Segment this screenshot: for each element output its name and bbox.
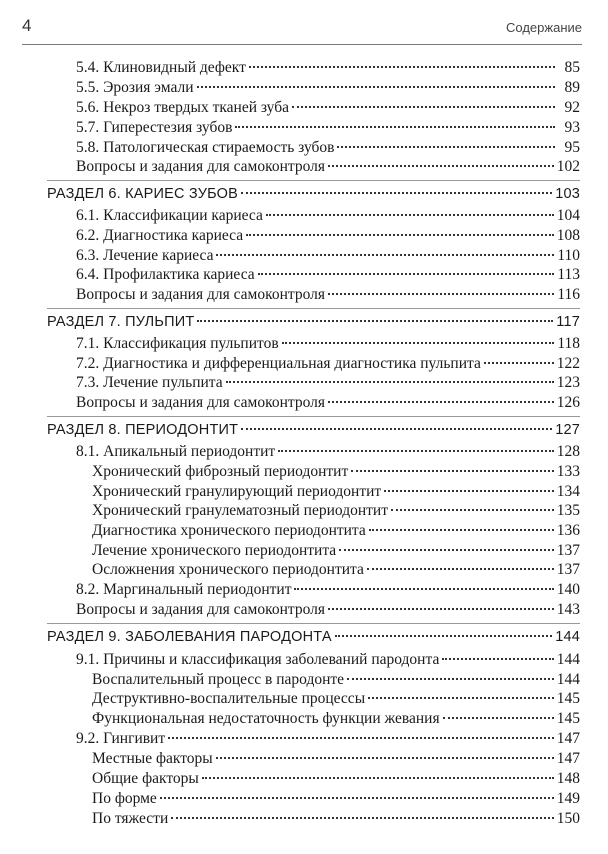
toc-entry-page: 136 — [556, 522, 580, 539]
dot-leader — [442, 658, 553, 660]
toc-entry[interactable] — [76, 600, 580, 620]
dot-leader — [292, 106, 555, 108]
toc-entry[interactable] — [76, 246, 580, 266]
toc-subentry[interactable] — [92, 521, 580, 541]
dot-leader — [369, 529, 554, 531]
toc-entry-title: 7.2. Диагностика и дифференциальная диагностика пульпита — [76, 355, 481, 372]
toc-entry[interactable] — [76, 373, 580, 393]
toc-entry-page: 150 — [556, 810, 580, 827]
toc-entry[interactable] — [76, 98, 580, 118]
toc-entry-page: 89 — [564, 79, 580, 96]
toc-chapter[interactable] — [47, 312, 580, 332]
toc-entry-title: Воспалительный процесс в пародонте — [92, 671, 345, 688]
dot-leader — [160, 797, 554, 799]
dot-leader — [328, 293, 554, 295]
toc-entry-page: 117 — [556, 314, 580, 330]
toc-entry[interactable] — [76, 157, 580, 177]
dot-leader — [278, 450, 554, 452]
toc-entry[interactable] — [76, 650, 580, 670]
dot-leader — [294, 588, 553, 590]
section-divider — [47, 623, 580, 624]
toc-subentry[interactable] — [92, 749, 580, 769]
page-number: 4 — [22, 16, 32, 35]
running-title: Содержание — [506, 20, 582, 35]
dot-leader — [384, 490, 554, 492]
dot-leader — [241, 192, 552, 194]
dot-leader — [328, 165, 554, 167]
dot-leader — [484, 362, 554, 364]
toc-entry[interactable] — [76, 580, 580, 600]
toc-subentry[interactable] — [92, 769, 580, 789]
dot-leader — [368, 697, 554, 699]
toc-subentry[interactable] — [92, 809, 580, 829]
toc-entry-title: 5.7. Гиперестезия зубов — [76, 119, 233, 136]
toc-entry-page: 85 — [564, 59, 580, 76]
toc-chapter[interactable] — [47, 627, 580, 647]
toc-entry-title: Вопросы и задания для самоконтроля — [76, 286, 326, 303]
toc-subentry[interactable] — [92, 789, 580, 809]
dot-leader — [216, 757, 554, 759]
toc-entry-page: 123 — [556, 374, 580, 391]
toc-entry-page: 92 — [564, 99, 580, 116]
toc-entry-title: 5.8. Патологическая стираемость зубов — [76, 139, 335, 156]
toc-entry-title: Местные факторы — [92, 750, 213, 767]
toc-entry-title: Хронический гранулирующий периодонтит — [92, 483, 382, 500]
toc-entry-title: 5.4. Клиновидный дефект — [76, 59, 246, 76]
toc-entry-page: 95 — [564, 139, 580, 156]
toc-subentry[interactable] — [92, 560, 580, 580]
toc-entry-page: 118 — [557, 335, 580, 352]
toc-entry-page: 144 — [555, 629, 580, 645]
toc-entry-title: Общие факторы — [92, 770, 199, 787]
toc-entry-title: 6.3. Лечение кариеса — [76, 247, 214, 264]
toc-entry-page: 104 — [556, 207, 580, 224]
toc-entry-title: 7.3. Лечение пульпита — [76, 374, 223, 391]
dot-leader — [282, 342, 555, 344]
toc-entry-page: 137 — [556, 542, 580, 559]
toc-entry-title: Деструктивно-воспалительные процессы — [92, 690, 366, 707]
toc-subentry[interactable] — [92, 541, 580, 561]
toc-entry[interactable] — [76, 138, 580, 158]
toc-entry-title: 6.1. Классификации кариеса — [76, 207, 263, 224]
toc-entry-page: 126 — [556, 394, 580, 411]
toc-entry-page: 122 — [556, 355, 580, 372]
toc-entry-page: 144 — [556, 671, 580, 688]
toc-entry-page: 108 — [556, 227, 580, 244]
toc-entry-page: 102 — [556, 158, 580, 175]
toc-entry-page: 93 — [564, 119, 580, 136]
dot-leader — [246, 234, 554, 236]
toc-entry[interactable] — [76, 729, 580, 749]
dot-leader — [391, 509, 554, 511]
toc-entry-title: Вопросы и задания для самоконтроля — [76, 601, 326, 618]
toc-entry-title: 5.5. Эрозия эмали — [76, 79, 194, 96]
toc-chapter-title: РАЗДЕЛ 6. КАРИЕС ЗУБОВ — [47, 186, 239, 202]
dot-leader — [197, 86, 555, 88]
toc-subentry[interactable] — [92, 689, 580, 709]
dot-leader — [258, 273, 555, 275]
toc-subentry[interactable] — [92, 462, 580, 482]
dot-leader — [339, 549, 554, 551]
toc-entry-page: 145 — [556, 710, 580, 727]
toc-entry-page: 147 — [556, 730, 580, 747]
toc-entry-page: 113 — [557, 266, 580, 283]
toc-entry-title: 8.2. Маргинальный периодонтит — [76, 581, 292, 598]
toc-entry-title: 8.1. Апикальный периодонтит — [76, 443, 276, 460]
dot-leader — [249, 66, 555, 68]
dot-leader — [241, 428, 552, 430]
toc-entry-title: 9.2. Гингивит — [76, 730, 166, 747]
dot-leader — [168, 737, 554, 739]
dot-leader — [266, 214, 554, 216]
toc-subentry[interactable] — [92, 670, 580, 690]
toc-entry-title: Диагностика хронического периодонтита — [92, 522, 366, 539]
toc-entry[interactable] — [76, 78, 580, 98]
dot-leader — [171, 817, 554, 819]
page-header — [22, 14, 582, 45]
toc-entry-title: Вопросы и задания для самоконтроля — [76, 394, 326, 411]
section-divider — [47, 180, 580, 181]
toc-entry-title: Лечение хронического периодонтита — [92, 542, 337, 559]
toc-entry[interactable] — [76, 58, 580, 78]
toc-entry-page: 127 — [555, 422, 580, 438]
toc-chapter-title: РАЗДЕЛ 7. ПУЛЬПИТ — [47, 314, 195, 330]
toc-entry-title: Хронический фиброзный периодонтит — [92, 463, 349, 480]
dot-leader — [226, 381, 554, 383]
toc-entry-title: 9.1. Причины и классификация заболеваний пародонта — [76, 651, 440, 668]
toc-entry-page: 134 — [556, 483, 580, 500]
toc-entry[interactable] — [76, 206, 580, 226]
dot-leader — [347, 678, 554, 680]
section-divider — [47, 416, 580, 417]
dot-leader — [202, 777, 554, 779]
toc-entry-page: 103 — [555, 186, 580, 202]
toc-entry-title: 5.6. Некроз твердых тканей зуба — [76, 99, 289, 116]
dot-leader — [235, 126, 555, 128]
toc-entry-page: 137 — [556, 561, 580, 578]
toc-entry-page: 116 — [557, 286, 580, 303]
toc-entry[interactable] — [76, 354, 580, 374]
dot-leader — [351, 470, 554, 472]
toc-chapter-title: РАЗДЕЛ 8. ПЕРИОДОНТИТ — [47, 422, 239, 438]
toc-entry-title: Осложнения хронического периодонтита — [92, 561, 364, 578]
toc-subentry[interactable] — [92, 501, 580, 521]
toc-entry-page: 140 — [556, 581, 580, 598]
toc-entry-page: 135 — [556, 502, 580, 519]
toc-subentry[interactable] — [92, 482, 580, 502]
toc-entry-page: 147 — [556, 750, 580, 767]
toc-entry-page: 143 — [556, 601, 580, 618]
toc-entry-page: 128 — [556, 443, 580, 460]
toc-entry[interactable] — [76, 118, 580, 138]
toc-entry-title: 6.2. Диагностика кариеса — [76, 227, 244, 244]
toc-entry[interactable] — [76, 285, 580, 305]
toc-entry-page: 145 — [556, 690, 580, 707]
section-divider — [47, 308, 580, 309]
toc-entry-title: По форме — [92, 790, 157, 807]
dot-leader — [216, 254, 554, 256]
toc-chapter[interactable] — [47, 420, 580, 440]
dot-leader — [337, 146, 555, 148]
toc-entry-title: Хронический гранулематозный периодонтит — [92, 502, 388, 519]
dot-leader — [328, 401, 554, 403]
toc-entry-title: 7.1. Классификация пульпитов — [76, 335, 279, 352]
toc-entry[interactable] — [76, 334, 580, 354]
toc-subentry[interactable] — [92, 709, 580, 729]
toc-entry-page: 133 — [556, 463, 580, 480]
toc-chapter-title: РАЗДЕЛ 9. ЗАБОЛЕВАНИЯ ПАРОДОНТА — [47, 629, 332, 645]
toc-entry-page: 148 — [556, 770, 580, 787]
dot-leader — [367, 568, 554, 570]
dot-leader — [328, 608, 554, 610]
toc-entry-title: 6.4. Профилактика кариеса — [76, 266, 255, 283]
toc-entry[interactable] — [76, 393, 580, 413]
toc-entry-page: 144 — [556, 651, 580, 668]
dot-leader — [335, 635, 553, 637]
toc-entry-page: 110 — [557, 247, 580, 264]
toc-entry[interactable] — [76, 226, 580, 246]
toc-entry[interactable] — [76, 442, 580, 462]
dot-leader — [197, 320, 553, 322]
toc-entry[interactable] — [76, 265, 580, 285]
toc-entry-title: Функциональная недостаточность функции жевания — [92, 710, 440, 727]
dot-leader — [443, 717, 554, 719]
toc-entry-title: По тяжести — [92, 810, 169, 827]
toc-entry-page: 149 — [556, 790, 580, 807]
toc-entry-title: Вопросы и задания для самоконтроля — [76, 158, 326, 175]
toc-chapter[interactable] — [47, 184, 580, 204]
